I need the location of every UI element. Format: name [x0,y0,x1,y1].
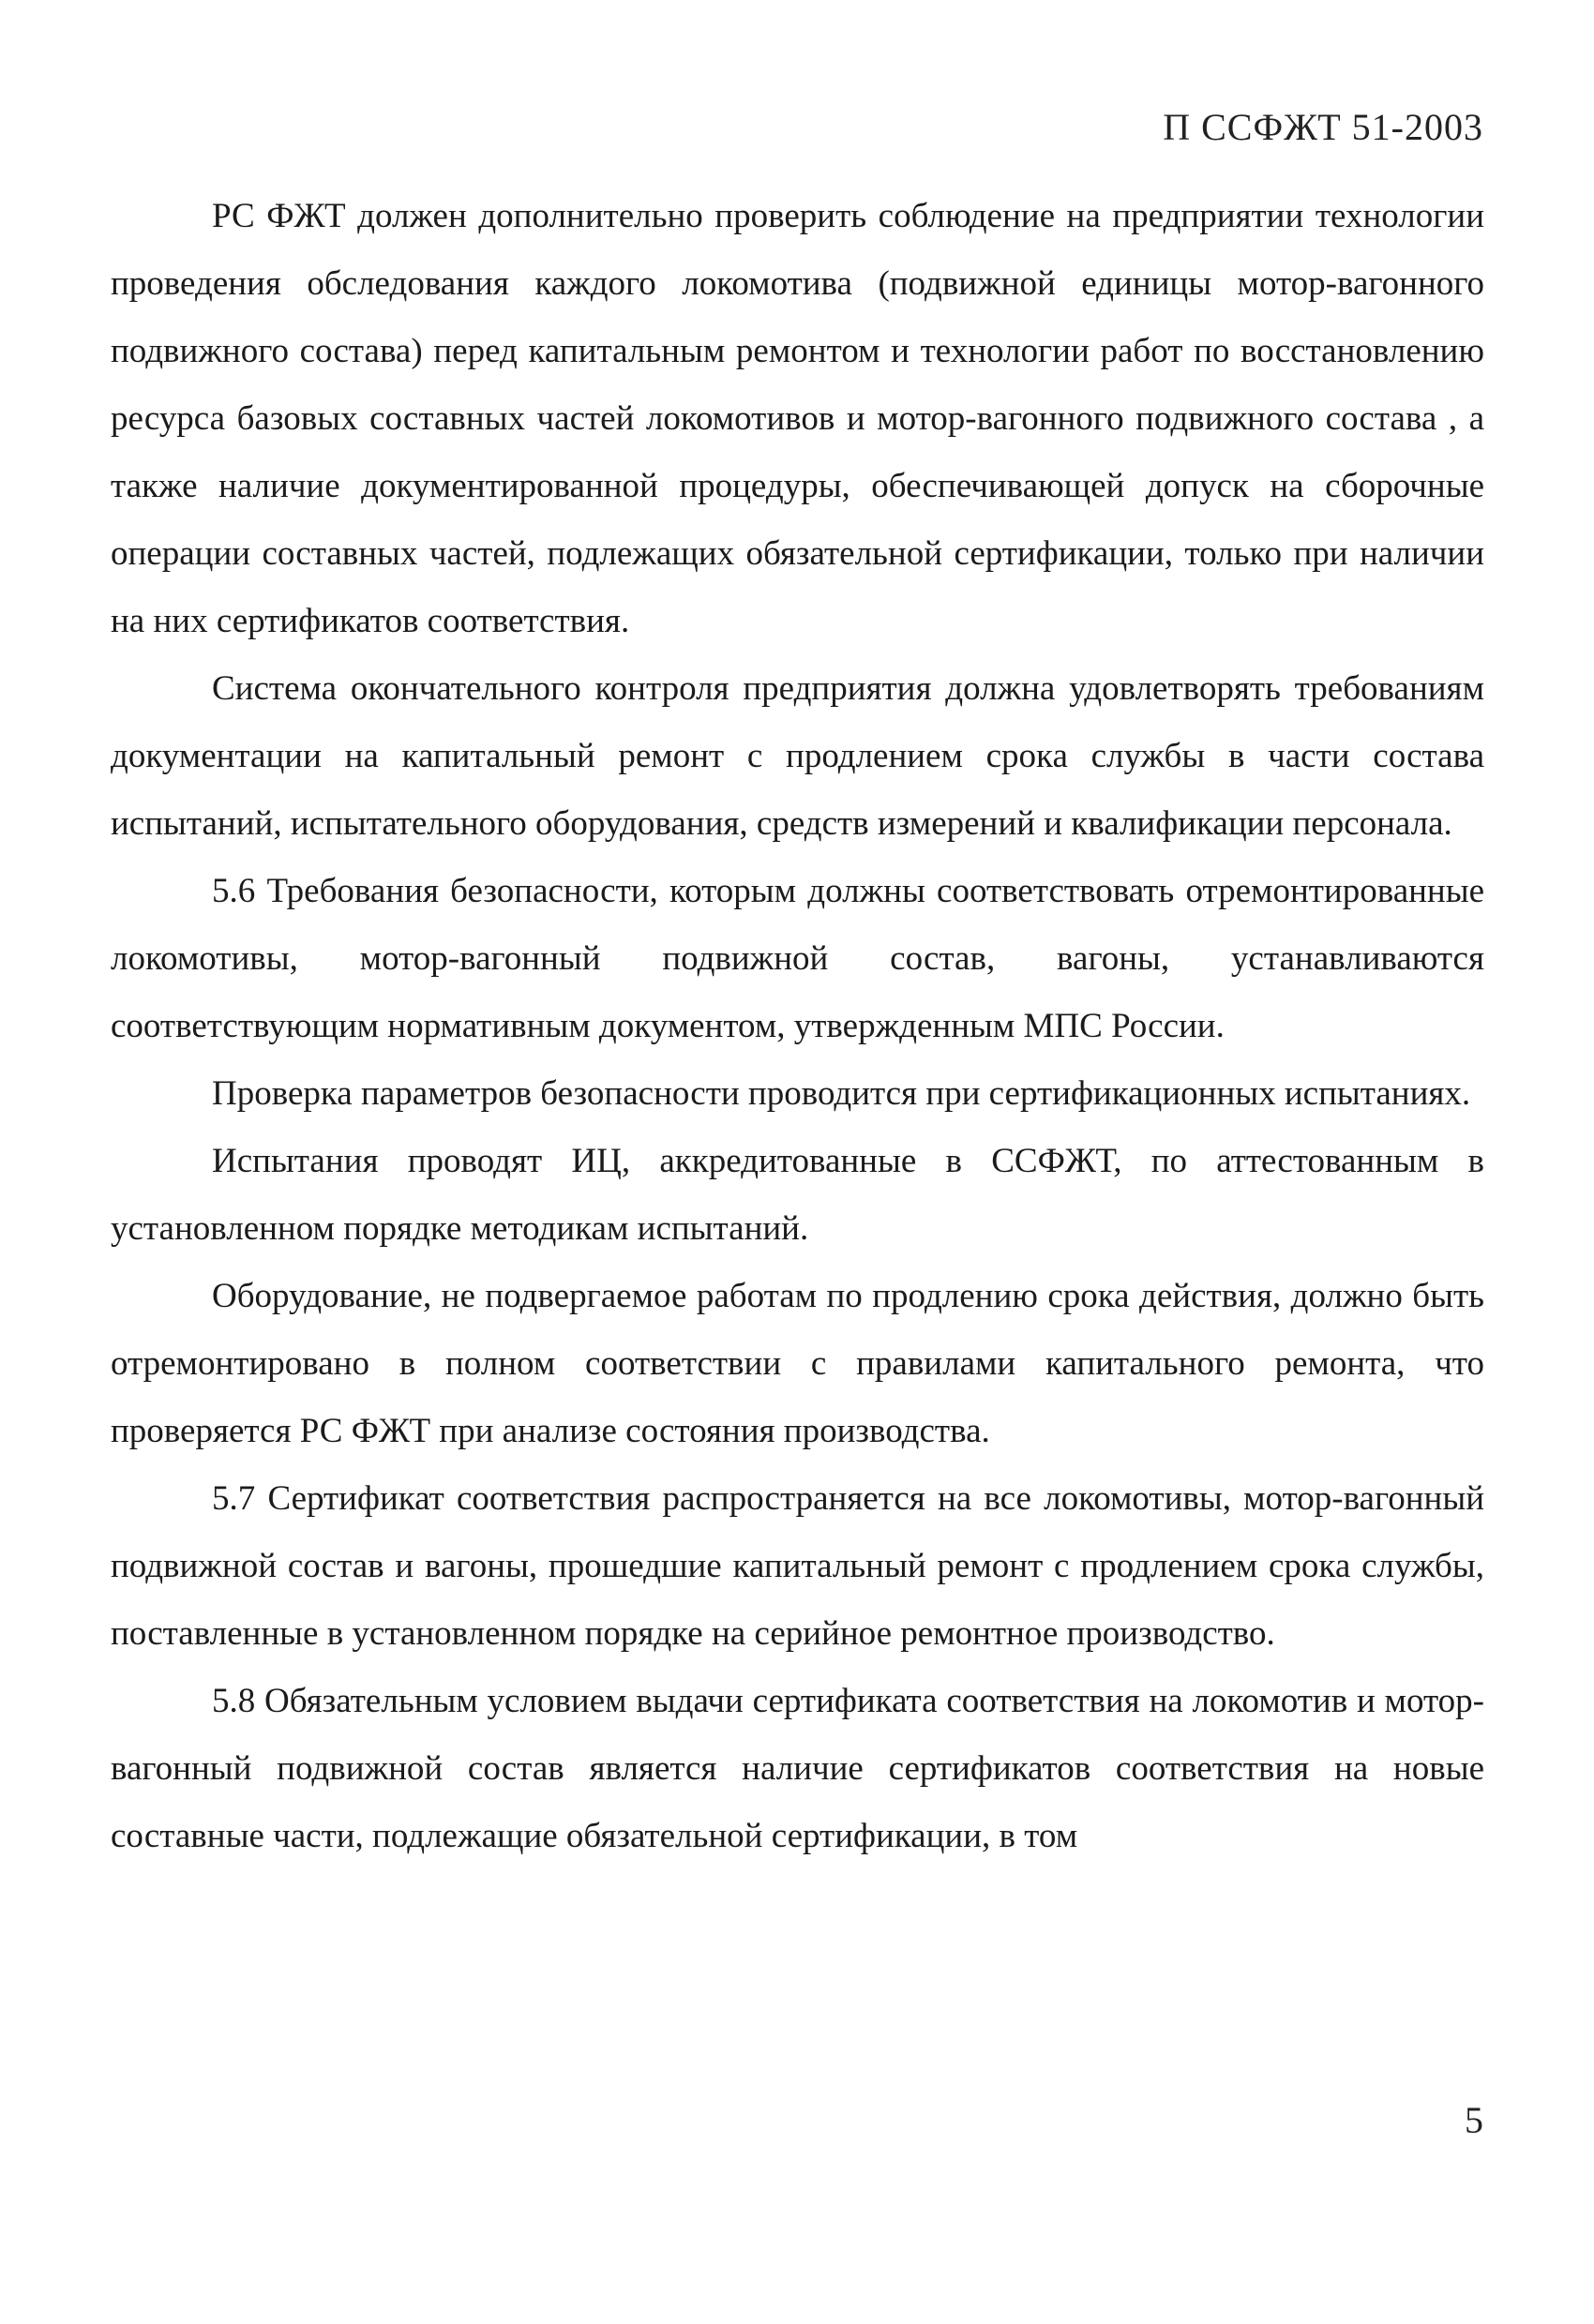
paragraph-safety-check: Проверка параметров безопасности проводится при сертификационных испытаниях. [212,1074,1471,1113]
paragraph-equipment: Оборудование, не подвергаемое работам по продлению срока действия, должно быть отремонтировано в полном соответствии с правилами капитального ремонта, что проверяется РС ФЖТ при анализе состояния производства. [111,1277,1484,1450]
paragraph-5-7-certificate-scope: 5.7 Сертификат соответствия распространяется на все локомотивы, мотор-вагонный подвижной состав и вагоны, прошедшие капитальный ремонт с продлением срока службы, поставленные в установленном порядке на серийное ремонтное производство. [111,1479,1484,1653]
paragraph-verification: РС ФЖТ должен дополнительно проверить соблюдение на предприятии технологии проведения обследования каждого локомотива (подвижной единицы мотор-вагонного подвижного состава) перед капитальным ремонтом и технологии работ по восстановлению ресурса базовых составных частей локомотивов и мотор-вагонного подвижного состава , а также наличие документированной процедуры, обеспечивающей допуск на сборочные операции составных частей, подлежащих обязательной сертификации, только при наличии на них сертификатов соответствия. [111,197,1484,640]
paragraph-5-8-certificate-condition: 5.8 Обязательным условием выдачи сертификата соответствия на локомотив и мотор-вагонный подвижной состав является наличие сертификатов соответствия на новые составные части, подлежащие обязательной сертификации, в том [111,1682,1484,1855]
paragraph-final-control: Система окончательного контроля предприятия должна удовлетворять требованиям документации на капитальный ремонт с продлением срока службы в части состава испытаний, испытательного оборудования, средств измерений и квалификации персонала. [111,669,1484,843]
paragraph-testing: Испытания проводят ИЦ, аккредитованные в ССФЖТ, по аттестованным в установленном порядке методикам испытаний. [111,1142,1484,1248]
document-code: П ССФЖТ 51-2003 [1163,106,1483,148]
document-body [111,183,1484,1870]
page-number: 5 [1465,2099,1483,2141]
paragraph-5-6-safety-requirements: 5.6 Требования безопасности, которым должны соответствовать отремонтированные локомотивы, мотор-вагонный подвижной состав, вагоны, устанавливаются соответствующим нормативным документом, утвержденным МПС России. [111,872,1484,1045]
